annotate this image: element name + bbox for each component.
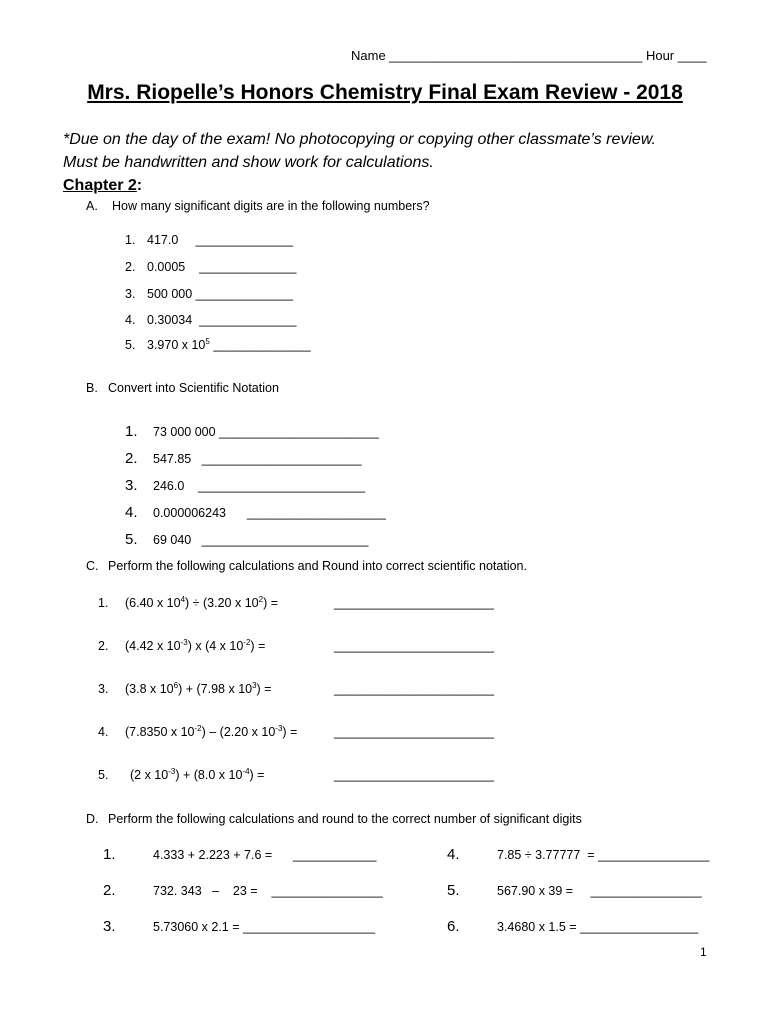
d-item-number: 6. <box>447 918 460 935</box>
section-d-prompt: Perform the following calculations and round to the correct number of significant digits <box>108 812 582 826</box>
b-item-number: 2. <box>125 450 138 467</box>
d-item-number: 5. <box>447 882 460 899</box>
b-item-text: 547.85 _______________________ <box>153 452 362 466</box>
d-item-text: 4.333 + 2.223 + 7.6 = ____________ <box>153 848 377 862</box>
c-item-number: 3. <box>98 682 109 696</box>
c-item-number: 2. <box>98 639 109 653</box>
intro-line-1: *Due on the day of the exam! No photocopying or copying other classmate’s review. <box>63 131 656 148</box>
c-answer-blank: _______________________ <box>334 682 494 696</box>
intro-line-2: Must be handwritten and show work for calculations. <box>63 154 434 171</box>
section-b-letter: B. <box>86 381 98 395</box>
a-item-number: 4. <box>125 313 136 327</box>
b-item-text: 73 000 000 _______________________ <box>153 425 379 439</box>
b-item-number: 4. <box>125 504 138 521</box>
c-item-expression: (3.8 x $10^6) + (7.98$ x $10^3$) = <box>125 681 272 696</box>
d-item-number: 3. <box>103 918 116 935</box>
d-item-text: 732. 343 – 23 = ________________ <box>153 884 383 898</box>
chapter-colon: : <box>136 177 143 194</box>
c-item-number: 1. <box>98 596 109 610</box>
b-item-number: 3. <box>125 477 138 494</box>
c-item-expression: (7.8350 x $10^{-2}) - (2.20$ x $10^{-3}$) = <box>125 724 298 739</box>
a-item-text: 500 000 ______________ <box>147 287 293 301</box>
a-item-text: 3.970 x $10^5$ ______________ <box>147 337 311 352</box>
c-item-expression: (6.40 x $10^4) \div (3.20$ x $10^2$) = <box>125 595 278 610</box>
c-item-expression: (2 x $10^{-3}) + (8.0$ x $10^{-4}$) = <box>130 767 265 782</box>
b-item-number: 5. <box>125 531 138 548</box>
page-number: 1 <box>700 945 707 959</box>
d-item-text: 3.4680 x 1.5 = _________________ <box>497 920 699 934</box>
a-item-number: 5. <box>125 338 136 352</box>
c-item-expression: (4.42 x $10^{-3}$) x (4 x $10^{-2}$) = <box>125 638 266 653</box>
b-item-text: 246.0 ________________________ <box>153 479 366 493</box>
section-c-prompt: Perform the following calculations and Round into correct scientific notation. <box>108 559 527 573</box>
b-item-number: 1. <box>125 423 138 440</box>
d-item-text: 5.73060 x 2.1 = ___________________ <box>153 920 376 934</box>
section-a-prompt: How many significant digits are in the following numbers? <box>112 199 430 213</box>
a-item-text: 0.30034 ______________ <box>147 313 297 327</box>
c-answer-blank: _______________________ <box>334 596 494 610</box>
section-b-prompt: Convert into Scientific Notation <box>108 381 279 395</box>
section-c-letter: C. <box>86 559 99 573</box>
chapter-label: Chapter 2 <box>63 177 137 194</box>
b-item-text: 69 040 ________________________ <box>153 533 369 547</box>
section-a-letter: A. <box>86 199 98 213</box>
a-item-number: 3. <box>125 287 136 301</box>
d-item-number: 4. <box>447 846 460 863</box>
a-item-number: 1. <box>125 233 136 247</box>
b-item-text: 0.000006243 ____________________ <box>153 506 386 520</box>
d-item-text: 567.90 x 39 = ________________ <box>497 884 702 898</box>
d-item-text: 7.85 ÷ 3.77777 = ________________ <box>497 848 710 862</box>
chapter-heading <box>63 177 142 195</box>
a-item-text: 417.0 ______________ <box>147 233 293 247</box>
c-item-number: 4. <box>98 725 109 739</box>
d-item-number: 2. <box>103 882 116 899</box>
section-d-letter: D. <box>86 812 99 826</box>
c-answer-blank: _______________________ <box>334 725 494 739</box>
c-answer-blank: _______________________ <box>334 639 494 653</box>
a-item-number: 2. <box>125 260 136 274</box>
a-item-text: 0.0005 ______________ <box>147 260 297 274</box>
c-item-number: 5. <box>98 768 109 782</box>
c-answer-blank: _______________________ <box>334 768 494 782</box>
page-title: Mrs. Riopelle’s Honors Chemistry Final Exam Review - 2018 <box>87 81 683 104</box>
name-hour-line: Name ___________________________________ Hour ____ <box>351 48 707 63</box>
d-item-number: 1. <box>103 846 116 863</box>
